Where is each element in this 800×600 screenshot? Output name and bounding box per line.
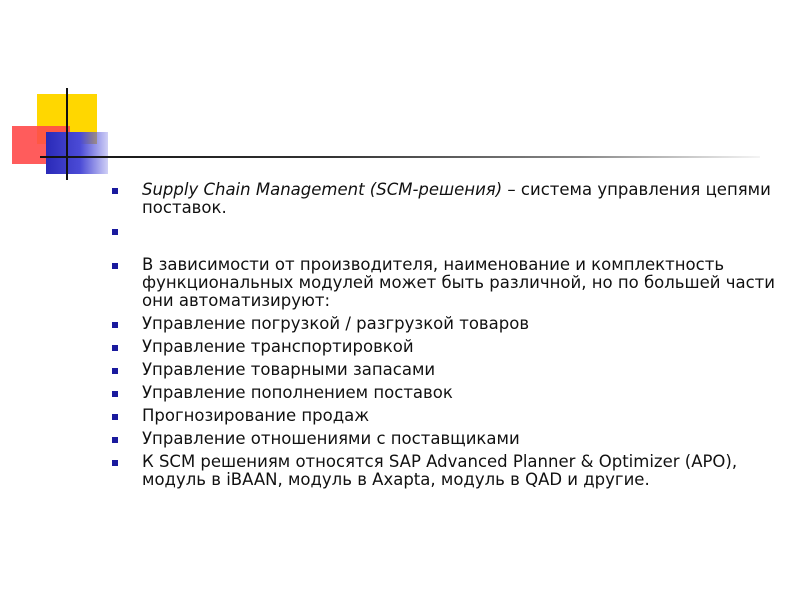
list-item (112, 338, 780, 356)
list-item-text: Управление транспортировкой (142, 337, 414, 356)
horizontal-divider (40, 156, 760, 158)
square-bullet-icon (112, 263, 118, 269)
list-item (112, 256, 780, 310)
list-item (112, 407, 780, 425)
list-item (112, 222, 780, 240)
list-item (112, 384, 780, 402)
square-bullet-icon (112, 414, 118, 420)
list-item (112, 453, 780, 489)
list-item-text: Управление товарными запасами (142, 360, 436, 379)
list-item (112, 181, 780, 217)
square-bullet-icon (112, 322, 118, 328)
list-item-text: В зависимости от производителя, наименование и комплектность функциональных модулей может быть различной, но по большей части они автоматизируют: (142, 255, 776, 310)
vertical-line-decoration (66, 88, 68, 180)
decorative-logo (0, 0, 800, 200)
list-item (112, 315, 780, 333)
square-bullet-icon (112, 345, 118, 351)
list-item (112, 361, 780, 379)
square-bullet-icon (112, 391, 118, 397)
term-italic: Supply Chain Management (SCM-решения) (142, 180, 503, 199)
list-item-text: Прогнозирование продаж (142, 406, 370, 425)
square-bullet-icon (112, 188, 118, 194)
list-item-text: К SCM решениям относятся SAP Advanced Planner & Optimizer (APO), модуль в iBAAN, модуль в Axapta, модуль в QAD и другие. (142, 452, 738, 489)
square-bullet-icon (112, 368, 118, 374)
blue-square-decoration (46, 132, 108, 174)
list-item-text: – система управления цепями поставок. (142, 180, 771, 217)
list-item-text: Управление отношениями с поставщиками (142, 429, 520, 448)
list-item-text: Управление пополнением поставок (142, 383, 453, 402)
list-item (112, 430, 780, 448)
bullet-list (112, 181, 780, 489)
list-item-text: Управление погрузкой / разгрузкой товаров (142, 314, 530, 333)
square-bullet-icon (112, 437, 118, 443)
slide-content (112, 181, 780, 494)
square-bullet-icon (112, 229, 118, 235)
square-bullet-icon (112, 460, 118, 466)
